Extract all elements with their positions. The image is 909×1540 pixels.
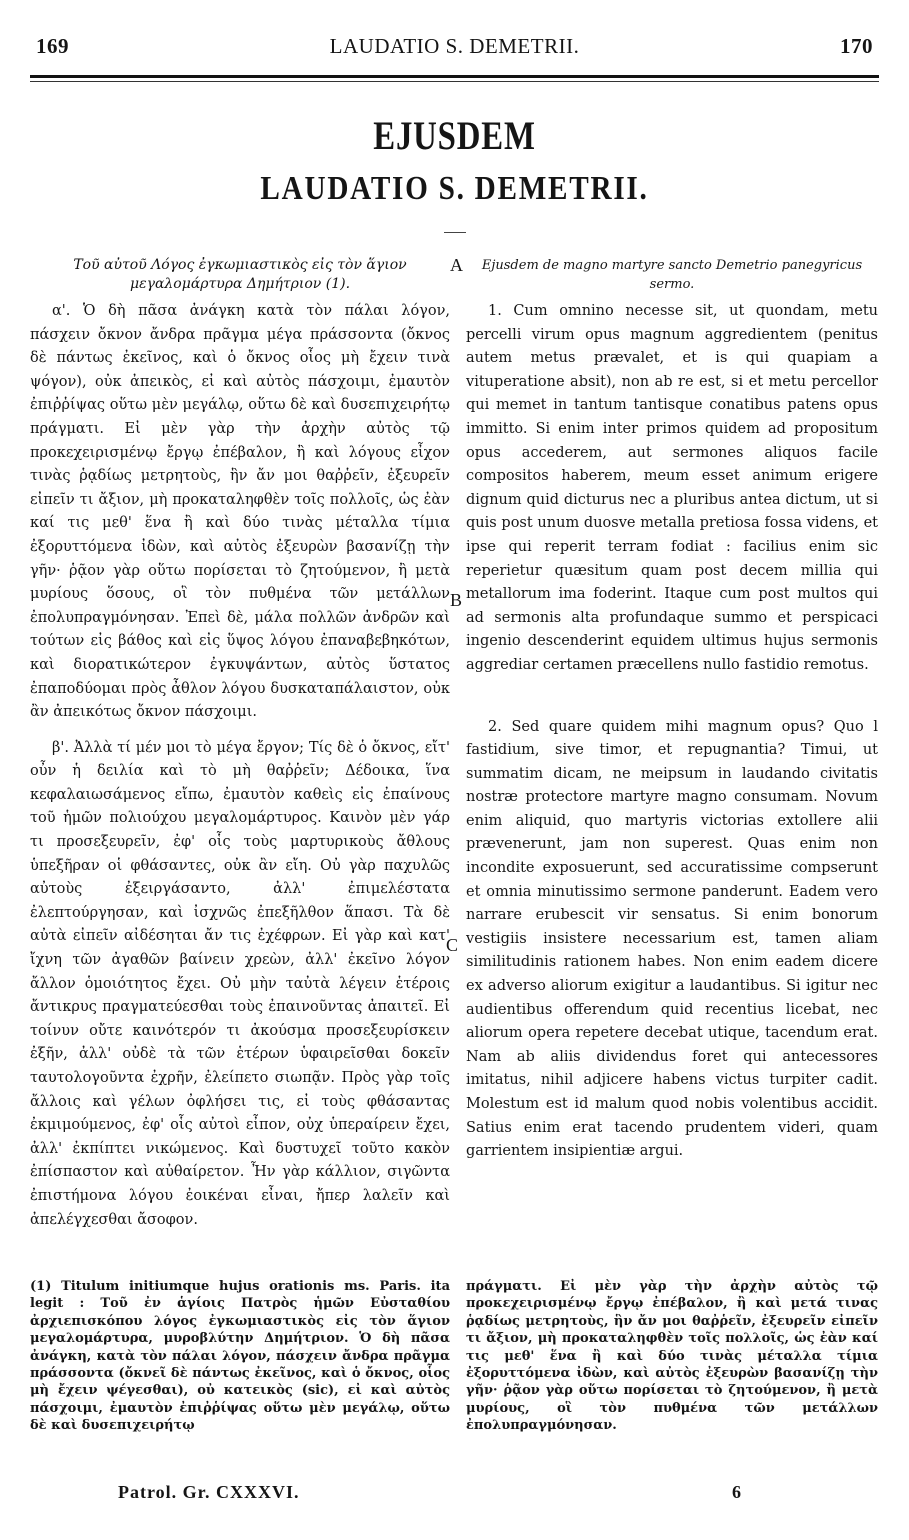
greek-paragraph-2: β'. Ἀλλὰ τί μέν μοι τὸ μέγα ἔργον; Τίς δὲ ὁ ὄκνος, εἴτ' οὖν ἡ δειλία καὶ τὸ μὴ θαῤῥεῖν; Δέδοικα, ἵνα κεφαλαιωσάμενος εἴπω, ἐμαυτὸν καθεὶς εἰς ἐπαίνους τοῦ ἡμῶν πολιούχου μεγαλομάρτυρος. Καινὸν μὲν γάρ τι προσεξευρεῖν, ἐφ' οἷς τοὺς μαρτυρικοὺς ἄθλους ὑπεξῆραν οἱ φθάσαντες, οὐκ ἂν εἴη. Οὐ γὰρ παχυλῶς αὐτοὺς ἐξειργάσαντο, ἀλλ' ἐπιμελέστατα ἐλεπτούργησαν, καὶ ἰσχνῶς ἐπεξῆλθον ἅπασι. Τὰ δὲ αὐτὰ εἰπεῖν αἰδέσηται ἄν τις ἐχέφρων. Εἰ γὰρ καὶ κατ' ἴχνη τῶν ἀγαθῶν βαίνειν χρεὼν, ἀλλ' ἐκεῖνο λόγον ἄλλον ὁμοιότητος ἔχει. Οὐ μὴν ταὐτὰ λέγειν ἑτέροις ἄντικρυς πραγματεύεσθαι τοὺς ἐπαινοῦντας ἀπαιτεῖ. Εἰ τοίνυν οὔτε καινότερόν τι ἀκούσμα προσεξευρίσκειν ἐξῆν, ἀλλ' οὐδὲ τὰ τῶν ἑτέρων ὑφαιρεῖσθαι δοκεῖν ταυτολογοῦντα ἐχρῆν, ἐλείπετο σιωπᾷν. Πρὸς γὰρ τοῖς ἄλλοις καὶ γέλων ὀφλήσει τις, εἰ τοὺς φθάσαντας ἐκμιμούμενος, ἐφ' οἷς αὐτοὶ εἶπον, οὐχ ὑπεραίρειν ἔχει, ἀλλ' ἐκπίπτει νικώμενος. Καὶ δυστυχεῖ τοῦτο κακὸν ἐπίσπαστον καὶ αὐθαίρετον. Ἦν γὰρ κάλλιον, σιγῶντα ἐπιστήμονα λόγου ἐοικέναι εἶναι, ἤπερ λαλεῖν καὶ ἀπελέγχεσθαι ἄσοφον.	[30, 739, 450, 1228]
running-head	[30, 34, 879, 62]
main-title: EJUSDEM	[373, 113, 536, 158]
latin-paragraph-1: 1. Cum omnino necesse sit, ut quondam, metu percelli virum opus magnum aggredientem (penitus autem metus prævalet, et is qui quapiam a vituperatione absit), non ab re est, si et metu percellor qui memet in tantum tantisque conatibus patens opus immitto. Si enim inter primos quidem ad propositum opus accederem, aut sermones aliquos facile compositos haberem, meum esset animum erigere dignum quid dicturus nec a pluribus antea dictum, ut si quis post unum duosve metalla pretiosa fossa videns, et ipse qui reperit terram fodiat : facilius enim sic reperietur quæsitum quam post decem millia qui metallorum ima foderint. Itaque cum post multos qui ad sermonis alta profundaque summo et perspicaci ingenio descenderint equidem ultimus hujus sermonis aggrediar certamen præcellens nullo fastidio remotus.	[466, 303, 878, 673]
page-number-right: 170	[840, 34, 873, 58]
latin-heading: Ejusdem de magno martyre sancto Demetrio panegyricus sermo.	[481, 258, 863, 292]
header-rule-thin	[30, 81, 879, 82]
footnote-right: πράγματι. Εἰ μὲν γὰρ τὴν ἀρχὴν αὐτὸς τῷ προκεχειρισμένῳ ἔργῳ ἐπέβαλον, ἢ καὶ μετά τινας ῥᾳδίως μετρητοὺς, ἣν ἄν μοι θαῤῥεῖν, ἐξευρεῖν εἰπεῖν τι ἄξιον, μὴ προκαταληφθὲν τοῖς πολλοῖς, ὡς ἐὰν καί τις μεθ' ἕνα ἢ καὶ δύο τινὰς μέταλλα τίμια ἐξορυττόμενα ἰδὼν, καὶ αὐτὸς ἐξευρὼν βασανίζῃ τὴν γῆν· ῥᾷον γὰρ οὕτω πορίσεται τὸ ζητούμενον, ἢ μετὰ μυρίους, οἳ τὸν πυθμένα τῶν μετάλλων ἐπολυπραγμόνησαν.	[466, 1279, 878, 1434]
page-number-left: 169	[36, 34, 69, 58]
greek-heading: Τοῦ αὐτοῦ Λόγος ἐγκωμιαστικὸς εἰς τὸν ἅγιον μεγαλομάρτυρα Δημήτριον (1).	[73, 257, 407, 292]
running-title: LAUDATIO S. DEMETRII.	[329, 34, 580, 58]
footnote-left: (1) Titulum initiumque hujus orationis ms. Paris. ita legit : Τοῦ ἐν ἁγίοις Πατρὸς ἡμῶν Εὐσταθίου ἀρχιεπισκόπου λόγος ἐγκωμιαστικὸς εἰς τὸν ἅγιον μεγαλομάρτυρα, μυροβλύτην Δημήτριον. Ὁ δὴ πᾶσα ἀνάγκη, κατὰ τὸν πάλαι λόγον, πάσχειν ἄνδρα πρᾶγμα πράσσοντα (ὄκνεῖ δὲ πάντως ἐκεῖνος, καὶ ὁ ὄκνος, οἷος μὴ ἔχειν ψέγεσθαι), οὐ κατεικὸς (sic), εἰ καὶ αὐτὸς πάσχοιμι, ἐμαυτὸν ἐπιῤῥίψας οὕτω μὲν μεγάλῳ, οὕτω δὲ καὶ δυσεπιχειρήτῳ	[30, 1279, 450, 1434]
header-rule-thick	[30, 75, 879, 78]
gathering-signature: 6	[732, 1482, 741, 1502]
title-divider	[444, 232, 466, 233]
latin-paragraph-2: 2. Sed quare quidem mihi magnum opus? Quo l fastidium, sive timor, et repugnantia? Timui, ut summatim dicam, ne meipsum in laudando civitatis nostræ protectore martyre magno consumam. Novum enim aliquid, quo martyris victorias extollere alii prævenerunt, jam non superest. Quas enim non incondite exposuerunt, sed accuratissime compserunt et omnia minutissimo sermone panderunt. Eadem vero narrare erubescit vir sensatus. Si enim bonorum vestigiis insistere necessarium est, tamen aliam similitudinis rationem habes. Non enim eadem dicere ex adverso aliorum exigitur a laudantibus. Si igitur nec audientibus offerendum quid recentius licebat, nec aliorum opera repetere decebat utique, tacendum erat. Nam ab aliis dividendus foret qui antecessores imitatus, nihil adjicere habens victus turpiter cadit. Molestum est id malum quod nobis volentibus accidit. Satius enim erat tacendo prudentem videri, quam garrientem insipientiæ argui.	[466, 718, 878, 1160]
margin-letter-a: A	[450, 255, 463, 275]
series-signature: Patrol. Gr. CXXXVI.	[118, 1482, 300, 1502]
greek-paragraph-1: α'. Ὁ δὴ πᾶσα ἀνάγκη κατὰ τὸν πάλαι λόγον, πάσχειν ὄκνον ἄνδρα πρᾶγμα μέγα πράσσοντα (ὄκνος δὲ πάντως ἐκεῖνος, καὶ ὁ ὄκνος οἷος μὴ ἔχειν τινὰ ψόγον), οὐκ ἀπεικὸς, εἰ καὶ αὐτὸς πάσχοιμι, ἐμαυτὸν ἐπιῤῥίψας οὕτω μὲν μεγάλῳ, οὕτω δὲ καὶ δυσεπιχειρήτῳ πράγματι. Εἰ μὲν γὰρ τὴν ἀρχὴν αὐτὸς τῷ προκεχειρισμένῳ ἔργῳ ἐπέβαλον, ἢ καὶ λόγους εἶχον τινὰς ῥᾳδίως μετρητοὺς, ἣν ἄν μοι θαῤῥεῖν, ἐξευρεῖν εἰπεῖν τι ἄξιον, μὴ προκαταληφθὲν τοῖς πολλοῖς, ὡς ἐὰν καί τις μεθ' ἕνα ἢ καὶ δύο τινὰς μέταλλα τίμια ἐξορυττόμενα ἰδὼν, καὶ αὐτὸς ἐξευρὼν βασανίζῃ τὴν γῆν· ῥᾷον γὰρ οὕτω πορίσεται τὸ ζητούμενον, ἢ μετὰ μυρίους ὅσους, οἳ τὸν πυθμένα τῶν μετάλλων ἐπολυπραγμόνησαν. Ἐπεὶ δὲ, μάλα πολλῶν ἀνδρῶν καὶ τούτων εἰς βάθος καὶ εἰς ὕψος λόγου ἐπαναβεβηκότων, καὶ διορατικώτερον ἐγκυψάντων, αὐτὸς ὕστατος ἐπαποδύομαι πρὸς ἆθλον λόγου δυσκαταπάλαιστον, οὐκ ἂν ἀπεικότως ὄκνον πάσχοιμι.	[30, 303, 450, 721]
sub-title: LAUDATIO S. DEMETRII.	[260, 170, 649, 207]
margin-letter-b: B	[450, 590, 463, 610]
latin-column	[466, 256, 878, 1164]
greek-column	[30, 256, 450, 1232]
margin-letter-c: C	[446, 935, 459, 955]
